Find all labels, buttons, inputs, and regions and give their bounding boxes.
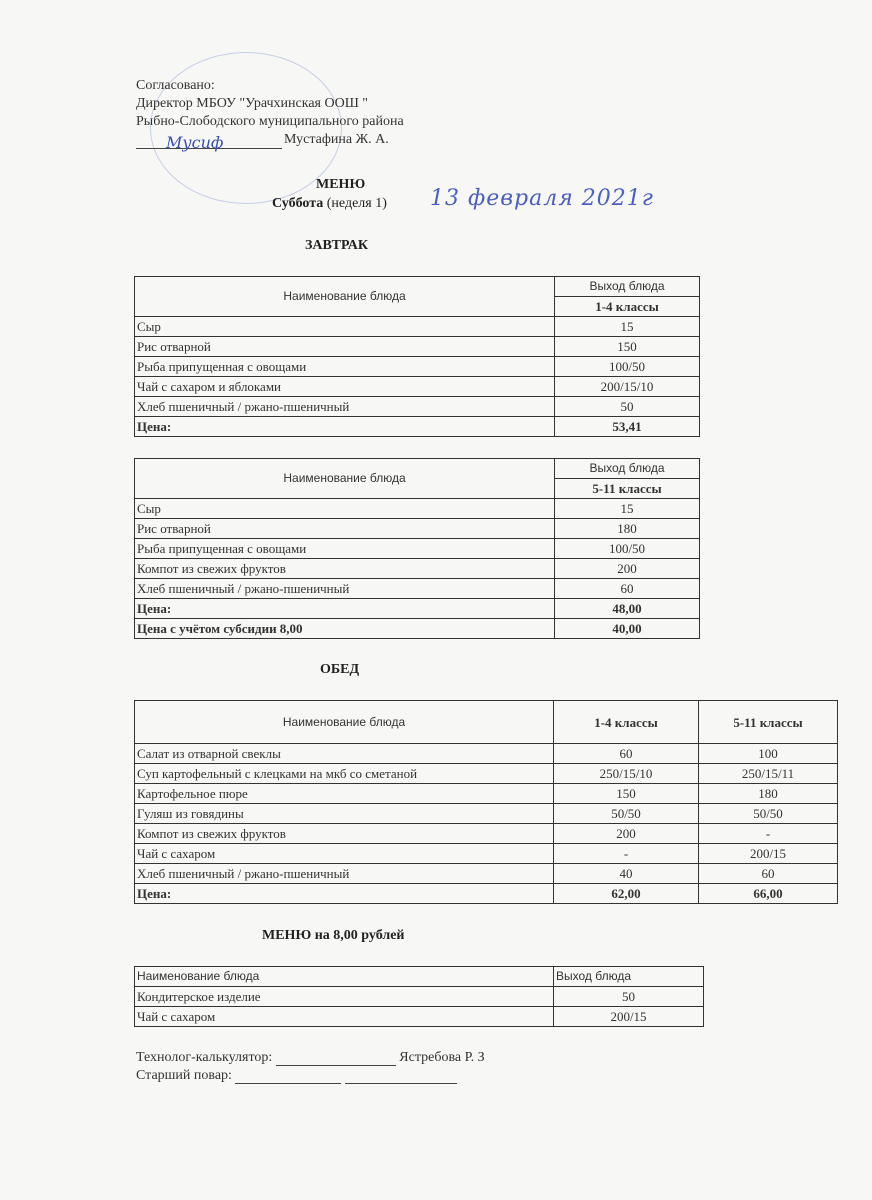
day-line — [272, 196, 387, 212]
table-header-row — [135, 459, 700, 479]
day-name: Суббота — [272, 196, 324, 211]
table-row — [135, 844, 838, 864]
dish-name: Рыба припущенная с овощами — [135, 357, 555, 377]
table-row — [135, 744, 838, 764]
table-row — [135, 317, 700, 337]
table-row — [135, 824, 838, 844]
table-row — [135, 519, 700, 539]
cook-name-line — [345, 1070, 457, 1084]
table-row — [135, 864, 838, 884]
dish-name: Хлеб пшеничный / ржано-пшеничный — [135, 579, 555, 599]
cook-signature-line — [235, 1070, 341, 1084]
dish-name: Кондитерское изделие — [135, 987, 554, 1007]
director-name: Мустафина Ж. А. — [284, 132, 389, 147]
handwritten-date: 13 февраля 2021г — [430, 186, 654, 211]
lunch-table — [134, 700, 838, 904]
table-row — [135, 357, 700, 377]
dish-name: Суп картофельный с клецками на мкб со сметаной — [135, 764, 554, 784]
dish-name: Гуляш из говядины — [135, 804, 554, 824]
dish-output-1-4: 250/15/10 — [554, 764, 699, 784]
table-header-row — [135, 967, 704, 987]
dish-output-1-4: 40 — [554, 864, 699, 884]
technologist-name: Ястребова Р. З — [399, 1050, 485, 1065]
table-row — [135, 539, 700, 559]
lunch-title: ОБЕД — [320, 662, 360, 677]
technologist-line — [136, 1050, 485, 1066]
dish-output: 180 — [555, 519, 700, 539]
table-header-row — [135, 701, 838, 744]
technologist-signature-line — [276, 1052, 396, 1066]
price-row — [135, 884, 838, 904]
dish-output: 200/15/10 — [555, 377, 700, 397]
menu8-table — [134, 966, 704, 1027]
breakfast-table-5-11 — [134, 458, 700, 639]
col-dish-name: Наименование блюда — [135, 701, 554, 744]
table-row — [135, 784, 838, 804]
col-class: 1-4 классы — [555, 297, 700, 317]
director-signature-line — [136, 133, 282, 152]
dish-name: Рыба припущенная с овощами — [135, 539, 555, 559]
dish-output: 15 — [555, 499, 700, 519]
dish-output-5-11: 100 — [699, 744, 838, 764]
dish-output: 15 — [555, 317, 700, 337]
dish-name: Хлеб пшеничный / ржано-пшеничный — [135, 864, 554, 884]
table-row — [135, 397, 700, 417]
dish-output-1-4: 60 — [554, 744, 699, 764]
approval-label: Согласовано: — [136, 78, 215, 93]
col-dish-name: Наименование блюда — [135, 967, 554, 987]
price-row — [135, 417, 700, 437]
breakfast-table-1-4 — [134, 276, 700, 437]
table-row — [135, 764, 838, 784]
dish-output-5-11: 200/15 — [699, 844, 838, 864]
cook-label: Старший повар: — [136, 1068, 232, 1083]
dish-output-1-4: 50/50 — [554, 804, 699, 824]
approval-district: Рыбно-Слободского муниципального района — [136, 114, 404, 129]
table-row — [135, 559, 700, 579]
col-output: Выход блюда — [555, 277, 700, 297]
table-row — [135, 1007, 704, 1027]
price-row — [135, 599, 700, 619]
dish-output: 200/15 — [554, 1007, 704, 1027]
table-row — [135, 337, 700, 357]
price-label: Цена: — [135, 599, 555, 619]
col-class-5-11: 5-11 классы — [699, 701, 838, 744]
dish-name: Сыр — [135, 317, 555, 337]
price-1-4: 62,00 — [554, 884, 699, 904]
dish-output-5-11: 50/50 — [699, 804, 838, 824]
col-class-1-4: 1-4 классы — [554, 701, 699, 744]
approval-block — [136, 77, 404, 152]
price-5-11: 66,00 — [699, 884, 838, 904]
price-label: Цена: — [135, 417, 555, 437]
dish-name: Рис отварной — [135, 337, 555, 357]
col-class: 5-11 классы — [555, 479, 700, 499]
dish-name: Картофельное пюре — [135, 784, 554, 804]
dish-output-5-11: 60 — [699, 864, 838, 884]
menu-title: МЕНЮ — [316, 177, 366, 192]
dish-output-1-4: 200 — [554, 824, 699, 844]
approval-director: Директор МБОУ "Урачхинская ООШ " — [136, 96, 369, 111]
dish-name: Сыр — [135, 499, 555, 519]
breakfast-title: ЗАВТРАК — [305, 238, 369, 253]
dish-output: 60 — [555, 579, 700, 599]
dish-output: 50 — [555, 397, 700, 417]
dish-output: 200 — [555, 559, 700, 579]
dish-name: Чай с сахаром — [135, 844, 554, 864]
director-signature: Мусиф — [166, 133, 224, 152]
price-value: 53,41 — [555, 417, 700, 437]
price-value: 48,00 — [555, 599, 700, 619]
dish-output-5-11: - — [699, 824, 838, 844]
technologist-label: Технолог-калькулятор: — [136, 1050, 273, 1065]
subsidy-price: 40,00 — [555, 619, 700, 639]
dish-name: Чай с сахаром — [135, 1007, 554, 1027]
table-row — [135, 804, 838, 824]
dish-output: 100/50 — [555, 539, 700, 559]
table-row — [135, 377, 700, 397]
dish-output-5-11: 180 — [699, 784, 838, 804]
subsidy-row — [135, 619, 700, 639]
dish-output-5-11: 250/15/11 — [699, 764, 838, 784]
table-row — [135, 579, 700, 599]
subsidy-label: Цена с учётом субсидии 8,00 — [135, 619, 555, 639]
menu8-title: МЕНЮ на 8,00 рублей — [262, 928, 405, 943]
col-output: Выход блюда — [554, 967, 704, 987]
dish-name: Хлеб пшеничный / ржано-пшеничный — [135, 397, 555, 417]
dish-name: Компот из свежих фруктов — [135, 824, 554, 844]
dish-output-1-4: - — [554, 844, 699, 864]
cook-line — [136, 1068, 457, 1084]
dish-output: 50 — [554, 987, 704, 1007]
dish-output: 100/50 — [555, 357, 700, 377]
col-dish-name: Наименование блюда — [135, 459, 555, 499]
dish-name: Рис отварной — [135, 519, 555, 539]
col-output: Выход блюда — [555, 459, 700, 479]
table-row — [135, 499, 700, 519]
table-row — [135, 987, 704, 1007]
dish-name: Компот из свежих фруктов — [135, 559, 555, 579]
dish-output: 150 — [555, 337, 700, 357]
dish-output-1-4: 150 — [554, 784, 699, 804]
table-header-row — [135, 277, 700, 297]
col-dish-name: Наименование блюда — [135, 277, 555, 317]
price-label: Цена: — [135, 884, 554, 904]
dish-name: Чай с сахаром и яблоками — [135, 377, 555, 397]
week-label: (неделя 1) — [326, 196, 387, 211]
dish-name: Салат из отварной свеклы — [135, 744, 554, 764]
